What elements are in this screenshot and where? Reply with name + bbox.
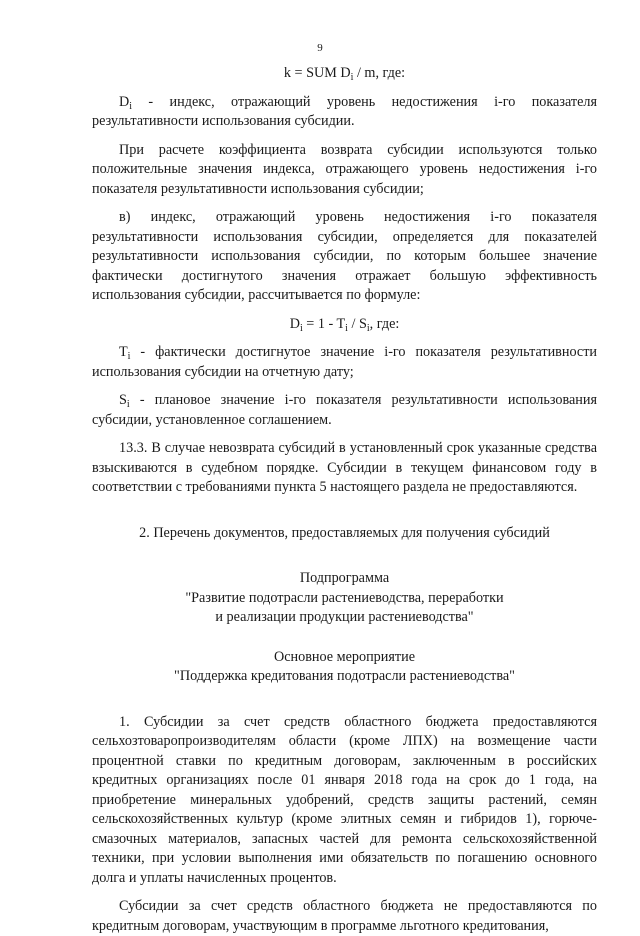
di-subscript: i: [129, 100, 133, 112]
di-variable: D: [119, 93, 130, 110]
formula-d-part3: / S: [347, 315, 367, 332]
formula-d: [92, 315, 597, 335]
ti-variable: T: [119, 344, 128, 360]
formula-d-part2: = 1 - T: [302, 315, 346, 332]
main-event-label: Основное мероприятие: [274, 648, 415, 665]
si-subscript: i: [126, 399, 130, 410]
formula-d-sub1: i: [299, 322, 303, 334]
paragraph-di-definition: [92, 93, 597, 132]
si-variable: S: [119, 392, 127, 408]
formula-k: [92, 64, 597, 84]
formula-d-sub3: i: [366, 322, 370, 334]
formula-d-sub2: i: [345, 322, 348, 334]
paragraph-exclusions: Субсидии за счет средств областного бюджета не предоставляются по кредитным договорам, участвующим в программе льготного кредитования,: [92, 898, 597, 934]
formula-k-suffix: / m, где:: [353, 65, 406, 81]
formula-d-part1: D: [289, 315, 300, 332]
paragraph-13-3: 13.3. В случае невозврата субсидий в установленный срок указанные средства взыскиваются в судебном порядке. Субсидии в текущем финансовом году в соответствии с требованиями пункта 5 настоящего раздела не предоставляются.: [92, 440, 597, 495]
subprogram-name-line2: и реализации продукции растениеводства": [215, 609, 474, 625]
di-text: - индекс, отражающий уровень недостижения i-го показателя результативности использования субсидии.: [92, 93, 597, 129]
ti-text: - фактически достигнутое значение i-го показателя результативности использования субсидии на отчетную дату;: [92, 344, 597, 380]
paragraph-positive-values: При расчете коэффициента возврата субсидии используются только положительные значения индекса, отражающего уровень недостижения i-го показателя результативности использования субсидии;: [92, 141, 597, 197]
formula-k-prefix: k = SUM D: [283, 65, 351, 81]
main-event-name: "Поддержка кредитования подотрасли растениеводства": [174, 668, 515, 684]
paragraph-1: 1. Субсидии за счет средств областного бюджета предоставляются сельхозтоваропроизводителям области (кроме ЛПХ) на возмещение части процентной ставки по кредитным договорам, заключенным в российских кредитных организациях после 01 января 2018 года на срок до 1 года, на приобретение минеральных удобрений, средств защиты растений, семян сельскохозяйственных культур (кроме элитных семян и гибридов 1), горюче-смазочных материалов, запасных частей для ремонта сельскохозяйственной техники, при условии выполнения ими обязательств по погашению основного долга и уплаты начисленных процентов.: [92, 713, 597, 886]
formula-k-subscript: i: [350, 72, 354, 83]
paragraph-ti-definition: [92, 343, 597, 382]
paragraph-item-v: в) индекс, отражающий уровень недостижения i-го показателя результативности использования субсидии, определяется для показателей результативности использования субсидии, по которым большее значение фактически достигнутого значения отражает большую эффективность использования субсидии, рассчитывается по формуле:: [92, 209, 597, 303]
si-text: - плановое значение i-го показателя результативности использования субсидии, установленное соглашением.: [92, 392, 597, 428]
page-number: 9: [317, 42, 323, 54]
ti-subscript: i: [127, 351, 131, 362]
document-body: [92, 64, 597, 936]
section-2-title: 2. Перечень документов, предоставляемых для получения субсидий: [139, 524, 550, 541]
paragraph-si-definition: [92, 391, 597, 430]
subprogram-name-line1: "Развитие подотрасли растениеводства, переработки: [185, 589, 504, 606]
subprogram-label: Подпрограмма: [299, 570, 390, 586]
formula-d-part4: , где:: [369, 315, 400, 332]
